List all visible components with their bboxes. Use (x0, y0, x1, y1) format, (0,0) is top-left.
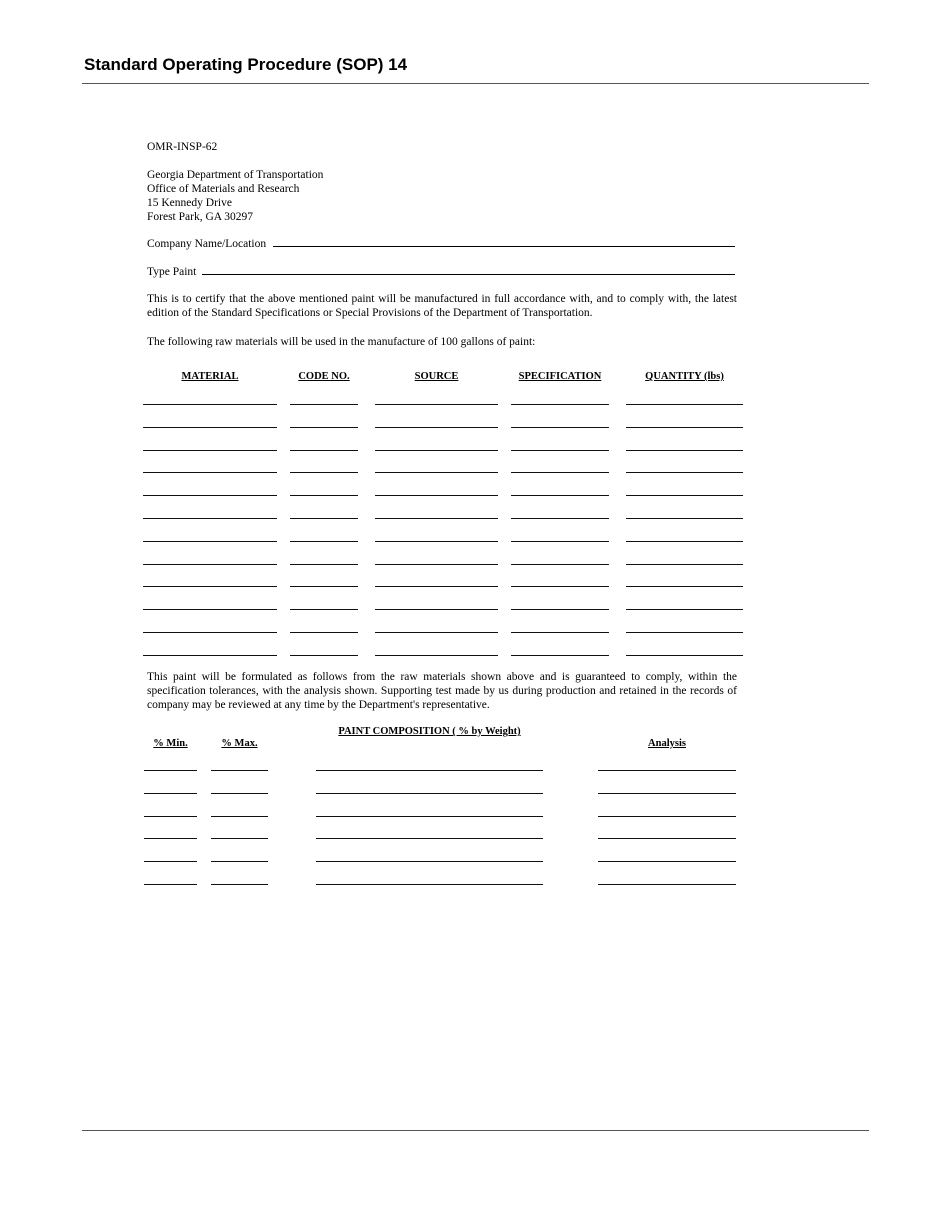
source-blank[interactable] (375, 518, 498, 519)
min-blank[interactable] (144, 770, 197, 771)
material-blank[interactable] (143, 655, 277, 656)
type-paint-field[interactable] (202, 274, 735, 275)
material-blank[interactable] (143, 586, 277, 587)
quantity-blank[interactable] (626, 518, 743, 519)
quantity-column-header: QUANTITY (lbs) (645, 371, 724, 382)
max-blank[interactable] (211, 884, 268, 885)
analysis-blank[interactable] (598, 884, 736, 885)
source-blank[interactable] (375, 495, 498, 496)
code-no-column-header: CODE NO. (298, 371, 350, 382)
address-line: Office of Materials and Research (147, 183, 300, 195)
specification-blank[interactable] (511, 495, 609, 496)
max-column-header: % Max. (221, 738, 258, 749)
max-blank[interactable] (211, 861, 268, 862)
source-blank[interactable] (375, 404, 498, 405)
code-no-blank[interactable] (290, 655, 358, 656)
source-blank[interactable] (375, 632, 498, 633)
quantity-blank[interactable] (626, 427, 743, 428)
company-label: Company Name/Location (147, 238, 267, 250)
address-block (147, 168, 323, 224)
material-blank[interactable] (143, 609, 277, 610)
material-blank[interactable] (143, 404, 277, 405)
quantity-blank[interactable] (626, 632, 743, 633)
material-blank[interactable] (143, 450, 277, 451)
source-blank[interactable] (375, 427, 498, 428)
min-blank[interactable] (144, 816, 197, 817)
source-blank[interactable] (375, 472, 498, 473)
source-blank[interactable] (375, 564, 498, 565)
code-no-blank[interactable] (290, 609, 358, 610)
code-no-blank[interactable] (290, 427, 358, 428)
composition-blank[interactable] (316, 861, 543, 862)
min-blank[interactable] (144, 861, 197, 862)
raw-materials-intro: The following raw materials will be used in the manufacture of 100 gallons of paint: (147, 336, 536, 348)
code-no-blank[interactable] (290, 564, 358, 565)
code-no-blank[interactable] (290, 404, 358, 405)
analysis-blank[interactable] (598, 838, 736, 839)
min-blank[interactable] (144, 884, 197, 885)
composition-blank[interactable] (316, 884, 543, 885)
material-column-header: MATERIAL (181, 371, 239, 382)
source-column-header: SOURCE (414, 371, 459, 382)
source-blank[interactable] (375, 541, 498, 542)
analysis-blank[interactable] (598, 770, 736, 771)
quantity-blank[interactable] (626, 609, 743, 610)
specification-blank[interactable] (511, 632, 609, 633)
code-no-blank[interactable] (290, 541, 358, 542)
footer-divider (82, 1130, 869, 1131)
source-blank[interactable] (375, 586, 498, 587)
specification-blank[interactable] (511, 564, 609, 565)
material-blank[interactable] (143, 518, 277, 519)
specification-blank[interactable] (511, 472, 609, 473)
header-divider (82, 83, 869, 84)
paint-composition-title: PAINT COMPOSITION ( % by Weight) (338, 726, 521, 737)
material-blank[interactable] (143, 472, 277, 473)
min-blank[interactable] (144, 838, 197, 839)
specification-blank[interactable] (511, 518, 609, 519)
max-blank[interactable] (211, 816, 268, 817)
code-no-blank[interactable] (290, 472, 358, 473)
type-paint-label: Type Paint (147, 266, 197, 278)
quantity-blank[interactable] (626, 495, 743, 496)
composition-blank[interactable] (316, 838, 543, 839)
max-blank[interactable] (211, 770, 268, 771)
specification-blank[interactable] (511, 427, 609, 428)
material-blank[interactable] (143, 495, 277, 496)
analysis-blank[interactable] (598, 793, 736, 794)
composition-blank[interactable] (316, 816, 543, 817)
address-line: Forest Park, GA 30297 (147, 211, 254, 223)
material-blank[interactable] (143, 632, 277, 633)
address-line: Georgia Department of Transportation (147, 169, 324, 181)
quantity-blank[interactable] (626, 404, 743, 405)
quantity-blank[interactable] (626, 472, 743, 473)
max-blank[interactable] (211, 793, 268, 794)
form-id: OMR-INSP-62 (147, 141, 218, 153)
code-no-blank[interactable] (290, 586, 358, 587)
composition-blank[interactable] (316, 770, 543, 771)
source-blank[interactable] (375, 609, 498, 610)
address-line: 15 Kennedy Drive (147, 197, 232, 209)
analysis-column-header: Analysis (648, 738, 686, 749)
max-blank[interactable] (211, 838, 268, 839)
source-blank[interactable] (375, 450, 498, 451)
specification-blank[interactable] (511, 609, 609, 610)
quantity-blank[interactable] (626, 586, 743, 587)
analysis-blank[interactable] (598, 861, 736, 862)
quantity-blank[interactable] (626, 541, 743, 542)
specification-blank[interactable] (511, 541, 609, 542)
analysis-blank[interactable] (598, 816, 736, 817)
quantity-blank[interactable] (626, 655, 743, 656)
min-blank[interactable] (144, 793, 197, 794)
code-no-blank[interactable] (290, 495, 358, 496)
company-field[interactable] (273, 246, 735, 247)
certify-paragraph: This is to certify that the above mentioned paint will be manufactured in full accordance with, and to comply with, the latest edition of the Standard Specifications or Special Provisions of the Department of Transportation. (147, 293, 737, 319)
material-blank[interactable] (143, 541, 277, 542)
material-blank[interactable] (143, 564, 277, 565)
quantity-blank[interactable] (626, 564, 743, 565)
min-column-header: % Min. (153, 738, 188, 749)
code-no-blank[interactable] (290, 632, 358, 633)
composition-blank[interactable] (316, 793, 543, 794)
quantity-blank[interactable] (626, 450, 743, 451)
page-title: Standard Operating Procedure (SOP) 14 (84, 55, 408, 74)
specification-blank[interactable] (511, 450, 609, 451)
code-no-blank[interactable] (290, 450, 358, 451)
source-blank[interactable] (375, 655, 498, 656)
specification-blank[interactable] (511, 586, 609, 587)
material-blank[interactable] (143, 427, 277, 428)
formulation-paragraph: This paint will be formulated as follows from the raw materials shown above and is guaranteed to comply, within the specification tolerances, with the analysis shown. Supporting test made by us during production and retained in the records of company may be reviewed at any time by the Department's representative. (147, 671, 737, 711)
code-no-blank[interactable] (290, 518, 358, 519)
specification-column-header: SPECIFICATION (518, 371, 602, 382)
specification-blank[interactable] (511, 655, 609, 656)
specification-blank[interactable] (511, 404, 609, 405)
